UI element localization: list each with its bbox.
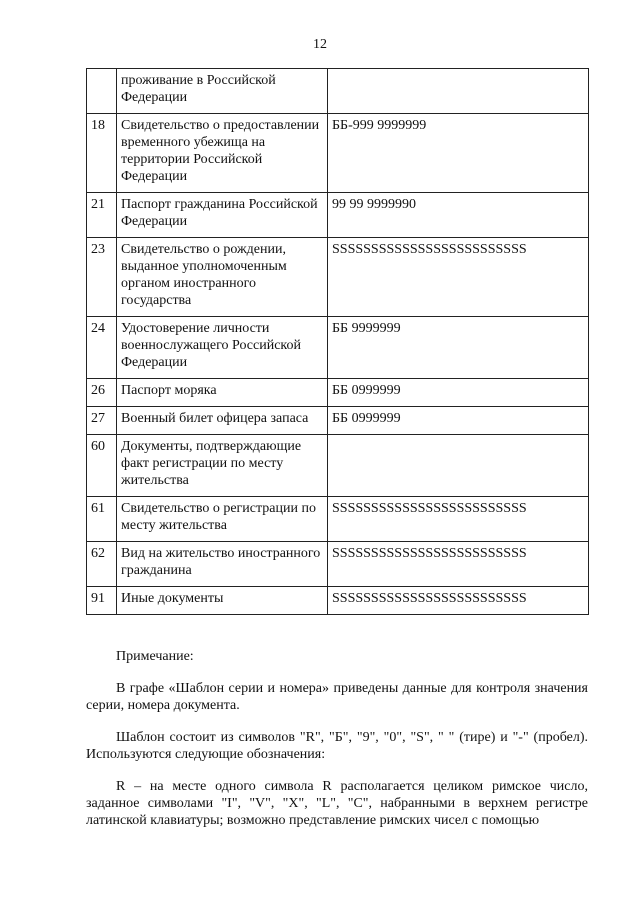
table-row: [87, 317, 589, 379]
table-row: [87, 497, 589, 542]
series-number-template: SSSSSSSSSSSSSSSSSSSSSSSSS: [328, 587, 589, 615]
table-row: [87, 69, 589, 114]
series-number-template: ББ 0999999: [328, 379, 589, 407]
document-name: Свидетельство о рождении, выданное уполномоченным органом иностранного государства: [117, 238, 328, 317]
table-row: [87, 193, 589, 238]
series-number-template: ББ 9999999: [328, 317, 589, 379]
row-number: 24: [87, 317, 117, 379]
table-row: [87, 435, 589, 497]
series-number-template: SSSSSSSSSSSSSSSSSSSSSSSSS: [328, 238, 589, 317]
document-name: Свидетельство о предоставлении временного убежища на территории Российской Федерации: [117, 114, 328, 193]
notes-section: [86, 648, 588, 829]
row-number: 21: [87, 193, 117, 238]
document-name: Иные документы: [117, 587, 328, 615]
row-number: 23: [87, 238, 117, 317]
document-name: Документы, подтверждающие факт регистрации по месту жительства: [117, 435, 328, 497]
series-number-template: [328, 69, 589, 114]
row-number: 91: [87, 587, 117, 615]
notes-paragraph-1: В графе «Шаблон серии и номера» приведены данные для контроля значения серии, номера документа.: [86, 681, 588, 713]
document-name: Вид на жительство иностранного гражданина: [117, 542, 328, 587]
series-number-template: ББ 0999999: [328, 407, 589, 435]
row-number: 61: [87, 497, 117, 542]
notes-paragraph-2: Шаблон состоит из символов "R", "Б", "9", "0", "S", " " (тире) и "-" (пробел). Используются следующие обозначения:: [86, 730, 588, 762]
table-row: [87, 238, 589, 317]
row-number: 18: [87, 114, 117, 193]
notes-paragraph-3: R – на месте одного символа R располагается целиком римское число, заданное символами "I", "V", "X", "L", "C", набранными в верхнем регистре латинской клавиатуры; возможно представление римских чисел с помощью: [86, 779, 588, 828]
document-name: проживание в Российской Федерации: [117, 69, 328, 114]
document-name: Паспорт гражданина Российской Федерации: [117, 193, 328, 238]
document-types-table: [86, 68, 589, 615]
table-row: [87, 587, 589, 615]
document-name: Военный билет офицера запаса: [117, 407, 328, 435]
series-number-template: SSSSSSSSSSSSSSSSSSSSSSSSS: [328, 542, 589, 587]
document-name: Удостоверение личности военнослужащего Российской Федерации: [117, 317, 328, 379]
series-number-template: ББ-999 9999999: [328, 114, 589, 193]
series-number-template: [328, 435, 589, 497]
row-number: 26: [87, 379, 117, 407]
series-number-template: 99 99 9999990: [328, 193, 589, 238]
table-row: [87, 114, 589, 193]
document-name: Паспорт моряка: [117, 379, 328, 407]
row-number: 62: [87, 542, 117, 587]
series-number-template: SSSSSSSSSSSSSSSSSSSSSSSSS: [328, 497, 589, 542]
row-number: [87, 69, 117, 114]
table-row: [87, 542, 589, 587]
page-number: 12: [313, 37, 327, 52]
table-row: [87, 407, 589, 435]
row-number: 60: [87, 435, 117, 497]
row-number: 27: [87, 407, 117, 435]
document-name: Свидетельство о регистрации по месту жительства: [117, 497, 328, 542]
table-row: [87, 379, 589, 407]
notes-title: Примечание:: [116, 649, 194, 664]
